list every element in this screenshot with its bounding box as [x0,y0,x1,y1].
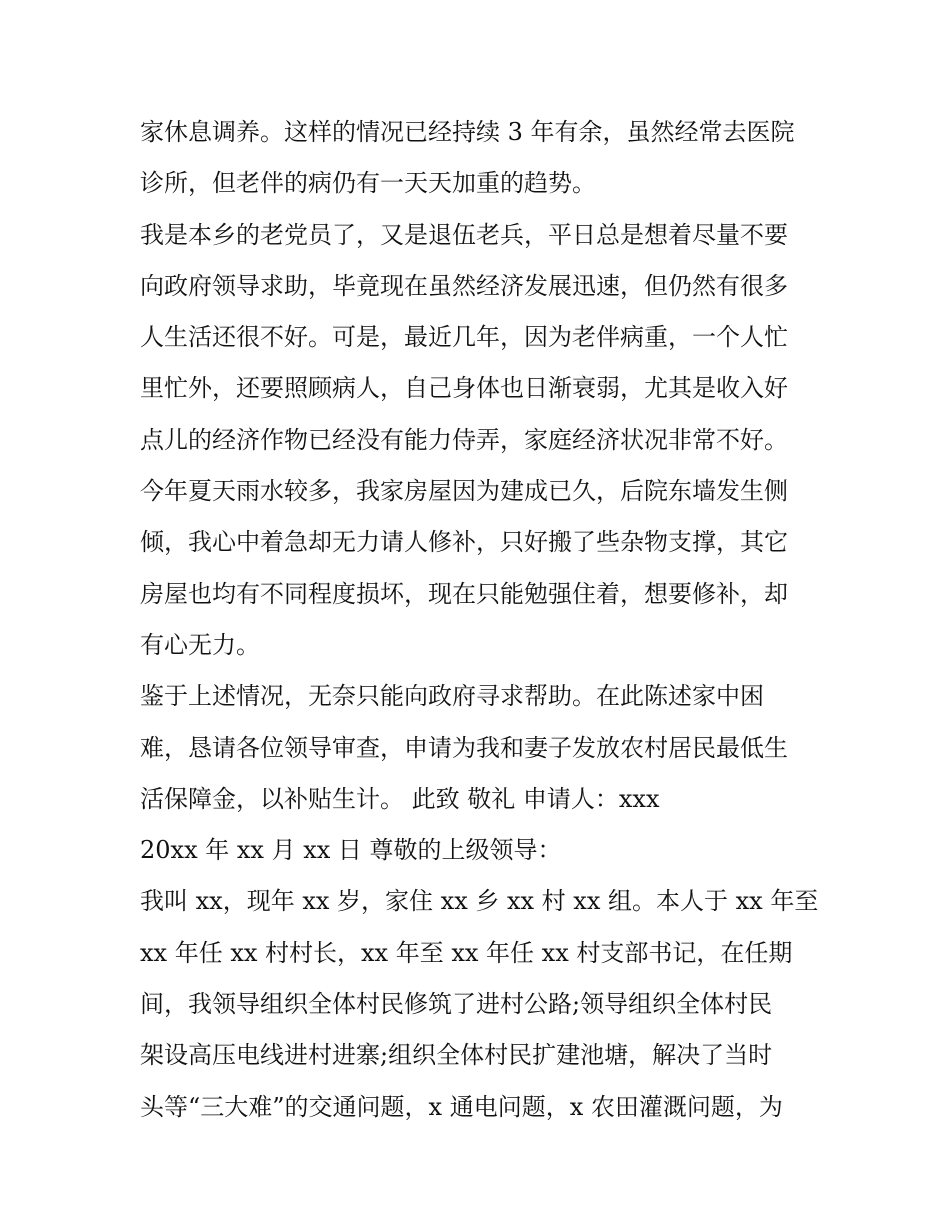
text-line: 鉴于上述情况，无奈只能向政府寻求帮助。在此陈述家中困 [140,682,764,711]
text-line: 20xx 年 xx 月 xx 日 尊敬的上级领导： [140,836,562,865]
text-line: 头等“三大难”的交通问题，x 通电问题，x 农田灌溉问题，为 [140,1092,783,1121]
text-line: xx 年任 xx 村村长，xx 年至 xx 年任 xx 村支部书记，在任期 [140,938,793,967]
text-line: 里忙外，还要照顾病人，自己身体也日渐衰弱，尤其是收入好 [140,374,788,403]
text-line: 诊所，但老伴的病仍有一天天加重的趋势。 [140,169,596,198]
text-line: 人生活还很不好。可是，最近几年，因为老伴病重，一个人忙 [140,323,788,352]
text-line: 架设高压电线进村进寨;组织全体村民扩建池塘，解决了当时 [140,1041,773,1070]
text-line: 我是本乡的老党员了，又是退伍老兵，平日总是想着尽量不要 [140,220,788,249]
text-line: 向政府领导求助，毕竟现在虽然经济发展迅速，但仍然有很多 [140,271,788,300]
text-line: 间，我领导组织全体村民修筑了进村公路;领导组织全体村民 [140,990,773,1019]
text-line: 我叫 xx，现年 xx 岁，家住 xx 乡 xx 村 xx 组。本人于 xx 年至 [140,887,819,916]
text-line: 倾，我心中着急却无力请人修补，只好搬了些杂物支撑，其它 [140,528,788,557]
document-body [140,107,830,1133]
text-line: 难，恳请各位领导审查，申请为我和妻子发放农村居民最低生 [140,733,788,762]
text-line: 有心无力。 [140,630,260,659]
text-line: 房屋也均有不同程度损坏，现在只能勉强住着，想要修补，却 [140,579,788,608]
text-line: 活保障金，以补贴生计。 此致 敬礼 申请人：xxx [140,784,660,813]
text-line: 点儿的经济作物已经没有能力侍弄，家庭经济状况非常不好。 [140,425,788,454]
text-line: 家休息调养。这样的情况已经持续 3 年有余，虽然经常去医院 [140,118,795,146]
text-line: 今年夏天雨水较多，我家房屋因为建成已久，后院东墙发生侧 [140,477,788,506]
